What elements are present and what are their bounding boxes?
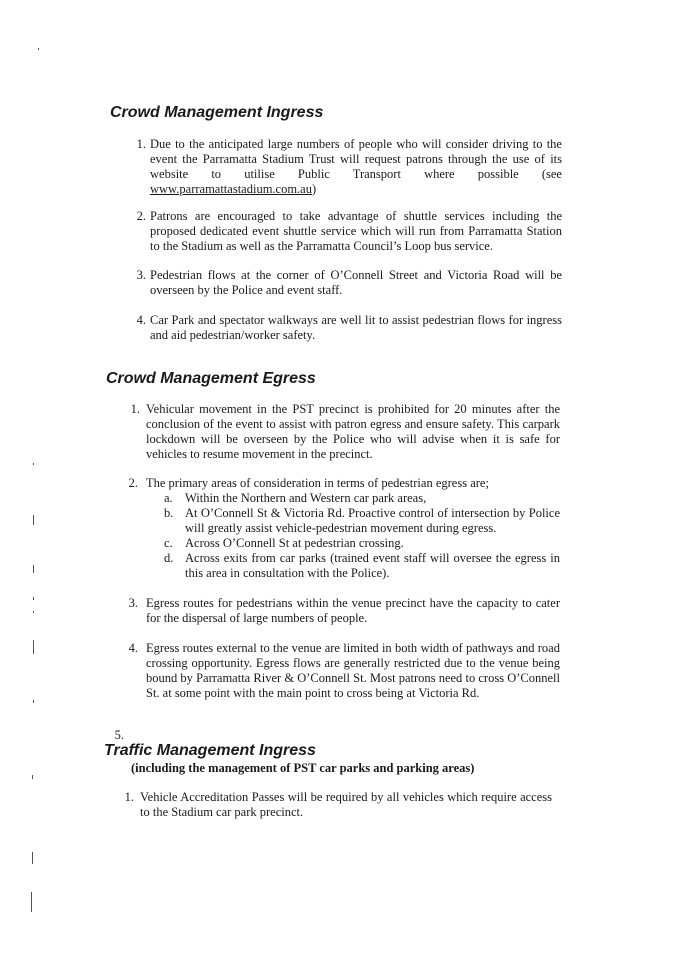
section-heading-egress: Crowd Management Egress — [106, 370, 316, 387]
list-item-text: Pedestrian flows at the corner of O’Connell Street and Victoria Road will be overseen by the Police and event staff. — [150, 268, 562, 297]
list-number: 1. — [124, 790, 134, 804]
scan-mark — [33, 515, 34, 525]
sublist-label: c. — [164, 536, 173, 550]
list-number: 1. — [136, 137, 146, 151]
list-item-text: Car Park and spectator walkways are well lit to assist pedestrian flows for ingress and aid pedestrian/worker safety. — [150, 313, 562, 342]
scan-mark — [33, 597, 34, 600]
list-item-text: Vehicle Accreditation Passes will be required by all vehicles which require access to the Stadium car park precinct. — [140, 790, 552, 819]
scan-mark — [33, 700, 34, 703]
list-number: 2. — [136, 209, 146, 223]
scan-mark — [33, 640, 34, 654]
list-item-text: Vehicular movement in the PST precinct is prohibited for 20 minutes after the conclusion of the event to assist with patron egress and ensure safety. This carpark lockdown will be overseen by the Police who will advise when it is safe for vehicles to resume movement in the precinct. — [146, 402, 560, 461]
list-number: 5. — [114, 728, 124, 742]
scan-mark — [33, 565, 34, 573]
list-item-text: Egress routes for pedestrians within the venue precinct have the capacity to cater for the dispersal of large numbers of people. — [146, 596, 560, 625]
list-item-text: Due to the anticipated large numbers of people who will consider driving to the event the Parramatta Stadium Trust will request patrons through the use of its website to utilise Public Transport where possible (see www.parramattastadium.com.au) — [150, 137, 562, 196]
list-number: 3. — [128, 596, 138, 610]
section-subheading: (including the management of PST car parks and parking areas) — [131, 761, 475, 775]
sublist-item-text: Within the Northern and Western car park areas, — [185, 491, 427, 505]
scan-mark — [32, 852, 33, 864]
scan-mark — [32, 775, 33, 779]
website-link[interactable]: www.parramattastadium.com.au — [150, 182, 312, 196]
scan-mark — [33, 611, 34, 613]
list-number: 4. — [136, 313, 146, 327]
section-heading-ingress: Crowd Management Ingress — [110, 104, 324, 121]
sublist-item-text: Across O’Connell St at pedestrian crossing. — [185, 536, 404, 550]
list-item-text: The primary areas of consideration in terms of pedestrian egress are; — [146, 476, 489, 490]
list-number: 4. — [128, 641, 138, 655]
list-item-text: Patrons are encouraged to take advantage of shuttle services including the proposed dedicated event shuttle service which will run from Parramatta Station to the Stadium as well as the Parramatta Council’s Loop bus service. — [150, 209, 562, 253]
scan-mark — [33, 463, 34, 465]
list-item-text: Egress routes external to the venue are limited in both width of pathways and road crossing opportunity. Egress flows are generally restricted due to the venue being bound by Parramatta River & O’Connell St. Most patrons need to cross O’Connell St. at some point with the main point to cross being at Victoria Rd. — [146, 641, 560, 700]
list-number: 3. — [136, 268, 146, 282]
list-number: 1. — [130, 402, 140, 416]
sublist-label: b. — [164, 506, 174, 520]
list-number: 2. — [128, 476, 138, 490]
section-heading-traffic: Traffic Management Ingress — [104, 742, 316, 759]
sublist-label: a. — [164, 491, 173, 505]
sublist-label: d. — [164, 551, 174, 565]
sublist-item-text: At O’Connell St & Victoria Rd. Proactive control of intersection by Police will greatly assist vehicle-pedestrian movement during egress. — [185, 506, 560, 535]
sublist-item-text: Across exits from car parks (trained event staff will oversee the egress in this area in consultation with the Police). — [185, 551, 560, 580]
scan-mark — [31, 892, 32, 912]
scan-mark — [38, 48, 39, 50]
